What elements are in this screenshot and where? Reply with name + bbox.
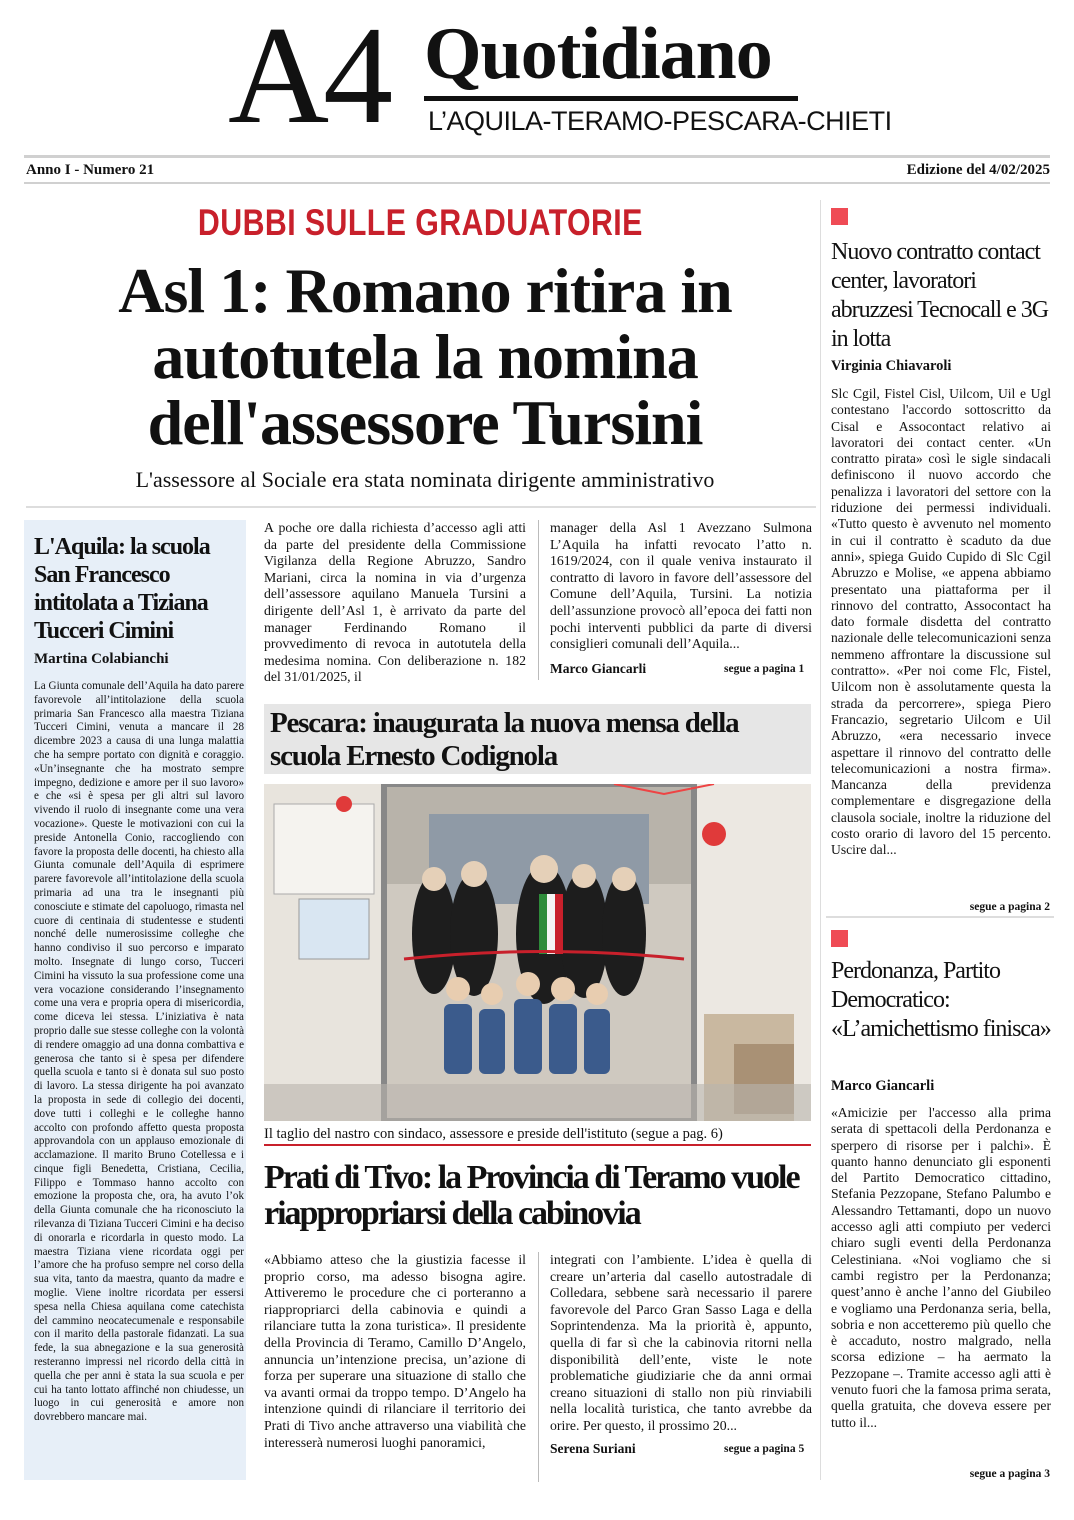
issue-number: Anno I - Numero 21 — [26, 162, 155, 178]
lead-body-col1: A poche ore dalla richiesta d’accesso agli atti da parte del presidente della Commissione Vigilanza della Regione Abruzzo, Sandro Mariani, circa la nomina in via d’urgenza dell’assessore aquilano Manuela Tursini a dirigente dell’Asl 1, è arrivato da parte del manager Ferdinando Romano il provvedimento di revoca in autotutela della medesima nomina. Con deliberazione n. 182 del 31/01/2025, il — [264, 520, 526, 685]
prati-author: Serena Suriani — [550, 1441, 636, 1456]
lead-continue-link[interactable]: segue a pagina 1 — [724, 663, 805, 675]
right1-continue-link[interactable]: segue a pagina 2 — [969, 901, 1050, 913]
right-divider — [826, 916, 1054, 918]
lead-author: Marco Giancarli — [550, 661, 647, 676]
logo-a4: A4 — [228, 0, 388, 153]
lead-kicker: DUBBI SULLE GRADUATORIE — [197, 202, 643, 243]
column-divider — [538, 1252, 539, 1482]
right2-continue-link[interactable]: segue a pagina 3 — [969, 1468, 1050, 1480]
masthead-divider — [24, 155, 1050, 158]
right2-title[interactable]: Perdonanza, Partito Democratico: «L’amichettismo finisca» — [831, 958, 1051, 1042]
pescara-title[interactable]: Pescara: inaugurata la nuova mensa della scuola Ernesto Codignola — [270, 707, 739, 772]
red-square-icon — [831, 930, 848, 947]
prati-title[interactable]: Prati di Tivo: la Provincia di Teramo vuole riappropriarsi della cabinovia — [264, 1159, 799, 1232]
red-square-icon — [831, 208, 848, 225]
caption-rule — [264, 1144, 811, 1146]
right2-author: Marco Giancarli — [831, 1078, 935, 1094]
right1-title[interactable]: Nuovo contratto contact center, lavoratori abruzzesi Tecnocall e 3G in lotta — [831, 239, 1049, 352]
left-article-body: La Giunta comunale dell’Aquila ha dato parere favorevole all’intitolazione della scuola primaria San Francesco alla maestra Tiziana Tucceri Cimini, venuta a mancare il 28 dicembre 2023 a causa di una lunga malattia che ha sempre portato con dignità e coraggio. «Un’insegnante che ha mostrato sempre impegno, dedizione e amore per il suo lavoro» e che «si è spesa per gli altri sul lavoro vivendo il ruolo di insegnante come una vera vocazione». Queste le motivazioni con cui la preside Antonella Conio, raccogliendo con favore la proposta delle docenti, ha chiesto alla Giunta comunale dell’Aquila di esprimere parere favorevole all’intitolazione della scuola primaria ad una tra le insegnanti più conosciute e stimate del capoluogo, rimasta nel cuore di centinaia di studentesse e studenti nonché delle numerosissime colleghe che hanno condiviso il suo percorso e imparato molto. Insegnate di lungo corso, Tucceri Cimini ha vissuto la sua professione come una vera vocazione considerando l’insegnamento come una vera e propria opera di misericordia, come diceva lei stessa. L’iniziativa è nata proprio dalle sue stesse colleghe con la volontà di rendere omaggio ad una donna combattiva e generosa che tanto si è spesa per difendere quella scuola e tanto si è donata sul suo posto di lavoro. La stessa dirigente ha poi avanzato la proposta in sede di collegio dei docenti, dove tutti i colleghi e le colleghe hanno accolto con profondo affetto questa proposta approvandola con un applauso emozionale di acclamazione. Il marito Bruno Cotellessa e i cinque figli Benedetta, Cristiana, Cecilia, Filippo e Tommaso hanno accolto con emozione la proposta che, ora, ha avuto l’ok della Giunta comunale che ha riconosciuto la rilevanza di Tiziana Tucceri Cimini e ha deciso di onorarla e ricordarla in questo modo. La maestra Tiziana viene ricordata oggi per l’amore che ha profuso sempre nel corso della sua vita, tanto da maestra, quanto da madre e moglie. Viene inoltre ricordata per essersi spesa nella Chiesa aquilana come catechista del cammino neocatecumenale e responsabile con il marito della pastorale fidanzati. La sua fede, la sua abnegazione e la sua generosità resteranno impressi nel ricordo della città in quella che per anni è stata la sua scuola e per cui ha tanto lottato affinché non chiudesse, un luogo in cui generosità e amore non dovrebbero mancare mai. — [34, 680, 244, 1424]
edition-date: Edizione del 4/02/2025 — [906, 162, 1050, 178]
right-column-divider — [820, 200, 821, 1480]
masthead-cities: L’AQUILA-TERAMO-PESCARA-CHIETI — [428, 106, 892, 136]
lead-divider — [26, 506, 816, 508]
right2-body: «Amicizie per l'accesso alla prima serata di spettacoli della Perdonanza e sperpero di risorse per i palchi». È quanto hanno denunciato gli esponenti del Partito Democratico cittadino, Stefania Pezzopane, Stefano Palumbo e Alessandro Tettamanti, dopo un nuovo accesso agli atti compiuto per vederci chiaro sugli eventi della Perdonanza Celestiniana. «Noi vogliamo che si cambi registro per la Perdonanza; quest’anno è anche l’anno del Giubileo e vogliamo una Perdonanza seria, bella, sobria e non accetteremo più quello che è accaduto, nostro malgrado, nella scorsa edizione – ha aermato la Pezzopane –. Tramite accesso agli atti è venuto fuori che la famosa prima serata, quella gratuita, che doveva essere per tutto il... — [831, 1105, 1051, 1430]
column-divider — [538, 520, 539, 680]
prati-body-col2: integrati con l’ambiente. L’idea è quella di creare un’arteria dal casello autostradale di Colledara, sebbene sarà necessario il parere favorevole del Parco Gran Sasso Laga e della Soprintendenza. Ma la priorità è, appunto, quella di far sì che la cabinovia ritorni nella disponibilità dell’ente, viste le note problematiche giudiziarie che da anni ormai creano situazioni di stallo non più rinviabili nella località turistica, che tanto avrebbe da orire. Per questo, il prossimo 20... — [550, 1252, 812, 1433]
lead-body-col2: manager della Asl 1 Avezzano Sulmona L’Aquila ha infatti revocato l’atto n. 1619/2024, con il quale veniva instaurato il contratto di lavoro in favore dell’assessore del Comune dell’Aquila, Tursini. La notizia dell’assunzione provocò all’epoca dei fatti non pochi interventi pubblici da parte di diversi consiglieri comunali dell’Aquila... — [550, 520, 812, 652]
lead-headline[interactable]: Asl 1: Romano ritira in autotutela la nomina dell'assessore Tursini — [118, 255, 732, 458]
photo-caption: Il taglio del nastro con sindaco, assessore e preside dell'istituto (segue a pag. 6) — [264, 1126, 723, 1142]
header-divider — [24, 182, 1050, 184]
right1-body: Slc Cgil, Fistel Cisl, Uilcom, Uil e Ugl contestano l'accordo sottoscritto da Cisal e Assocontact relativo ai lavoratori dei contact center. «Un contratto pirata» così le sigle sindacali definiscono il nuovo accordo che penalizza i lavoratori del settore con la riduzione dei permessi individuali. «Tutto questo è avvenuto nel momento in cui il contratto è scaduto da due anni», spiega Guido Cupido di Slc Cgil Abruzzo e Molise, «e appena abbiamo presentato una piattaforma per il rinnovo del contratto, Assocontact ha dato formale disdetta del contratto nazionale delle telecomunicazioni senza nemmeno affrontare la discussione sul contratto». «Per noi come Flc, Fistel, Uilcom non è assolutamente questa la strada da percorrere», spiega Piero Francazio, segretario Uilcom e Uil Abruzzo, «era necessario invece aspettare il rinnovo del contratto delle telecomunicazioni a nostra firma». Mancanza della previdenza complementare e disgregazione della clausola sociale, inoltre la riduzione del costo orario di lavoro del 15 percento. Uscire dal... — [831, 386, 1051, 858]
lead-subhead: L'assessore al Sociale era stata nominata dirigente amministrativo — [135, 467, 715, 492]
prati-continue-link[interactable]: segue a pagina 5 — [724, 1443, 805, 1455]
left-article-author: Martina Colabianchi — [34, 651, 169, 667]
logo-name: Quotidiano — [424, 13, 772, 95]
prati-body-col1: «Abbiamo atteso che la giustizia facesse il proprio corso, ma adesso bisogna agire. Attiveremo le procedure che ci porteranno a riappropriarci della cabinovia e quindi a rilanciare tutta la zona turistica». Il presidente della Provincia di Teramo, Camillo D’Angelo, annuncia un’intenzione precisa, un’azione di forza per superare una situazione di stallo che va avanti ormai da troppo tempo. D’Angelo ha intenzione quindi di rilanciare il territorio dei Prati di Tivo anche attraverso una viabilità che interesserà numerosi luoghi panoramici, — [264, 1252, 526, 1450]
ribbon-cutting-photo — [264, 784, 811, 1121]
logo-rule — [424, 96, 798, 101]
left-article-title[interactable]: L'Aquila: la scuola San Francesco intitolata a Tiziana Tucceri Cimini — [34, 534, 210, 644]
right1-author: Virginia Chiavaroli — [831, 358, 952, 374]
